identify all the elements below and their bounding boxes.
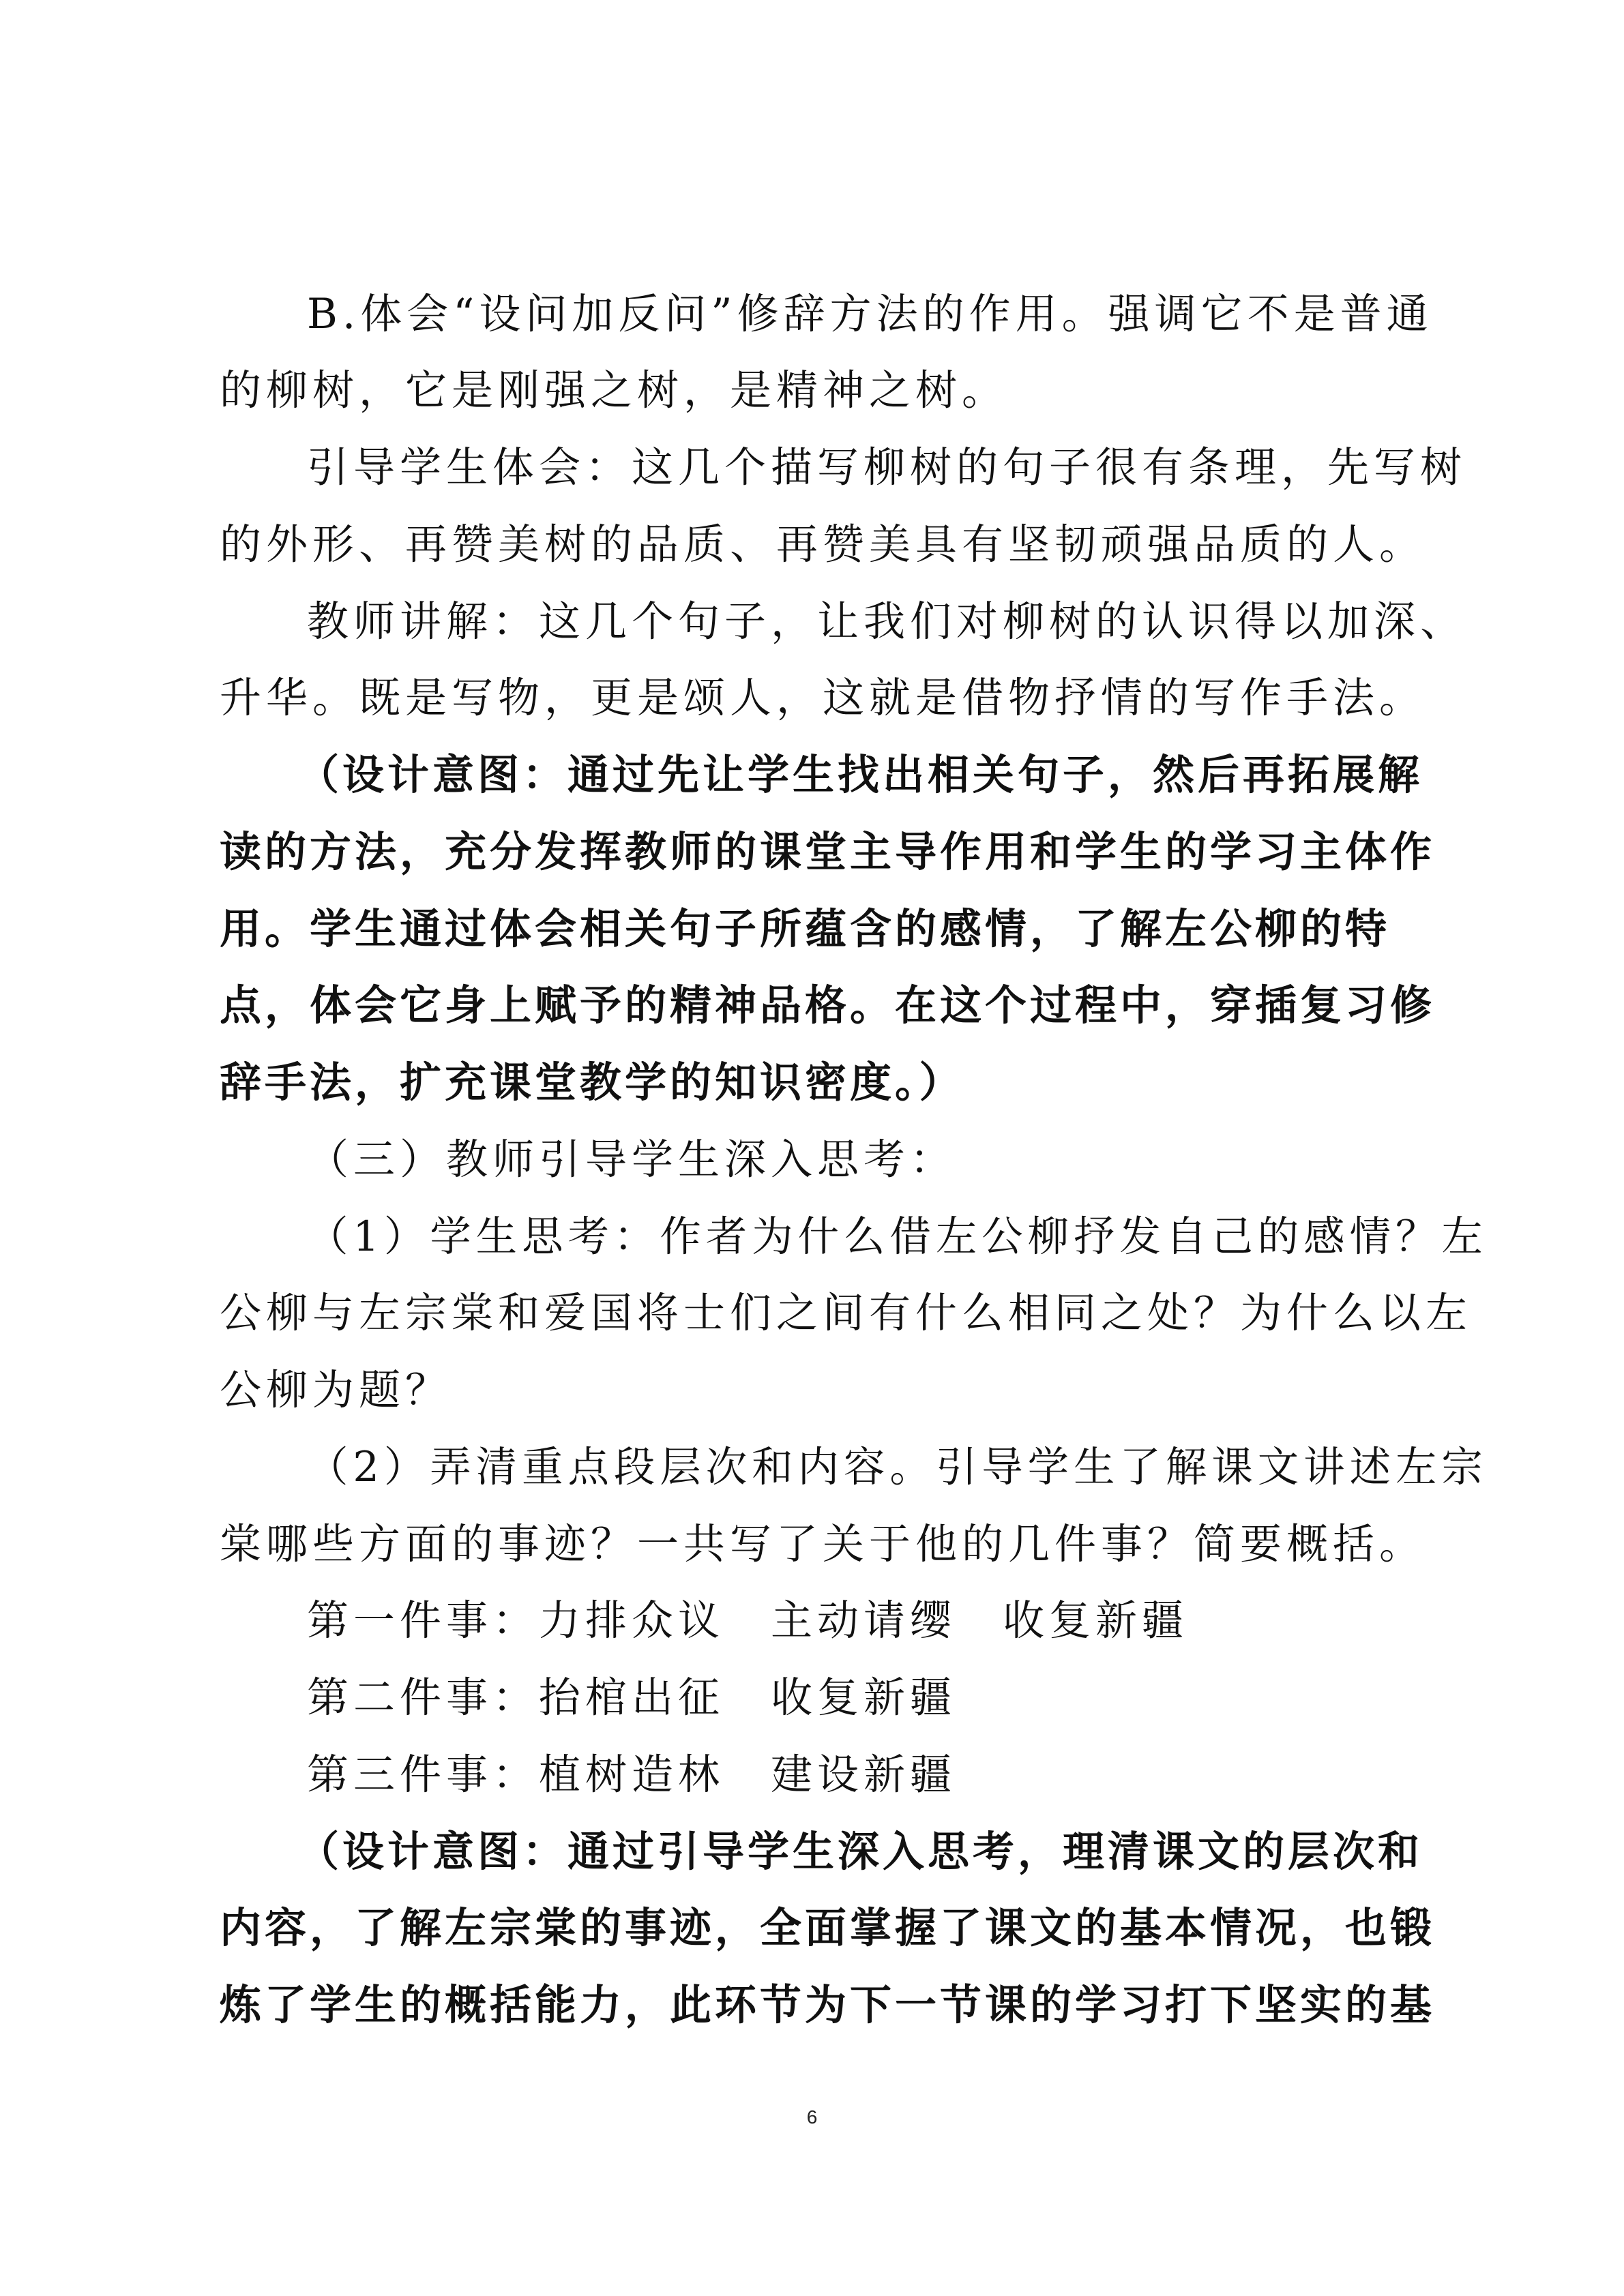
design-intent-line: 点，体会它身上赋予的精神品格。在这个过程中，穿插复习修: [220, 981, 1436, 1030]
event-item: 第三件事：植树造林 建设新疆: [307, 1750, 957, 1799]
design-intent-line: （设计意图：通过引导学生深入思考，理清课文的层次和: [297, 1828, 1423, 1876]
paragraph-line: 的柳树，它是刚强之树，是精神之树。: [220, 366, 1009, 415]
event-item: 第一件事：力排众议 主动请缨 收复新疆: [307, 1596, 1189, 1645]
page-number: 6: [806, 2106, 818, 2128]
design-intent-line: 炼了学生的概括能力，此环节为下一节课的学习打下坚实的基: [220, 1981, 1436, 2029]
design-intent-line: 用。学生通过体会相关句子所蕴含的感情，了解左公柳的特: [220, 905, 1391, 953]
design-intent-line: 读的方法，充分发挥教师的课堂主导作用和学生的学习主体作: [220, 828, 1436, 876]
paragraph-line: 的外形、再赞美树的品质、再赞美具有坚韧顽强品质的人。: [220, 520, 1426, 569]
paragraph-line: 引导学生体会：这几个描写柳树的句子很有条理，先写树: [307, 443, 1467, 492]
paragraph-line: 公柳与左宗棠和爱国将士们之间有什么相同之处？为什么以左: [220, 1289, 1473, 1337]
paragraph-line: 教师讲解：这几个句子，让我们对柳树的认识得以加深、: [307, 597, 1467, 646]
design-intent-line: 辞手法，扩充课堂教学的知识密度。）: [220, 1058, 964, 1107]
paragraph-line: 公柳为题？: [220, 1366, 452, 1414]
design-intent-line: 内容，了解左宗棠的事迹，全面掌握了课文的基本情况，也锻: [220, 1904, 1436, 1952]
design-intent-line: （设计意图：通过先让学生找出相关句子，然后再拓展解: [297, 751, 1423, 799]
paragraph-line: （1）学生思考：作者为什么借左公柳抒发自己的感情？左: [307, 1212, 1488, 1261]
paragraph-line: 棠哪些方面的事迹？一共写了关于他的几件事？简要概括。: [220, 1520, 1426, 1568]
section-heading: （三）教师引导学生深入思考：: [307, 1135, 957, 1184]
paragraph-line: （2）弄清重点段层次和内容。引导学生了解课文讲述左宗: [307, 1443, 1488, 1491]
paragraph-line: 升华。既是写物，更是颂人，这就是借物抒情的写作手法。: [220, 674, 1426, 722]
event-item: 第二件事：抬棺出征 收复新疆: [307, 1673, 957, 1722]
paragraph-line: B.体会“设问加反问”修辞方法的作用。强调它不是普通: [307, 290, 1433, 338]
